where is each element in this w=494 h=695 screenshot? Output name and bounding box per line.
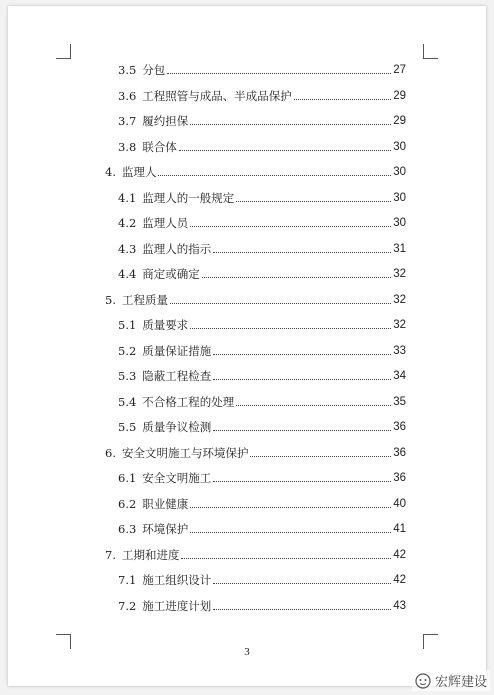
toc-leader-dots [190, 531, 391, 533]
watermark [412, 670, 490, 691]
document-page [8, 6, 486, 686]
toc-entry-page: 31 [393, 242, 406, 255]
toc-entry-page: 30 [393, 166, 406, 178]
toc-entry-title: 工期和进度 [121, 547, 180, 562]
wechat-icon [415, 673, 431, 689]
toc-entry-number: 4.2 [118, 216, 137, 230]
toc-leader-dots [170, 302, 391, 304]
toc-entry-page: 36 [393, 421, 406, 433]
toc-leader-dots [179, 149, 391, 151]
toc-entry-number: 4.3 [118, 241, 137, 256]
toc-entry-title: 隐蔽工程检查 [142, 369, 212, 383]
toc-entry-number: 7.2 [118, 598, 137, 613]
toc-entry[interactable] [118, 522, 406, 536]
toc-entry-page: 30 [393, 191, 406, 204]
toc-entry[interactable] [118, 89, 406, 103]
watermark-text: 宏辉建设 [434, 675, 487, 690]
toc-entry-title: 质量保证措施 [142, 343, 212, 358]
toc-entry[interactable] [118, 140, 406, 154]
toc-entry-number: 5. [105, 292, 116, 307]
toc-entry-number: 3.5 [118, 63, 137, 77]
toc-entry-title: 施工组织设计 [142, 573, 212, 587]
toc-entry-number: 5.3 [118, 369, 137, 383]
toc-entry-page: 40 [393, 497, 406, 510]
toc-entry-number: 6.1 [118, 471, 137, 485]
toc-entry-number: 5.1 [118, 318, 137, 332]
toc-entry-page: 32 [393, 293, 406, 306]
toc-leader-dots [213, 608, 391, 610]
toc-entry-page: 32 [393, 268, 406, 280]
toc-leader-dots [236, 200, 391, 202]
toc-entry[interactable] [105, 293, 406, 307]
toc-entry-page: 34 [393, 370, 406, 382]
toc-entry-number: 3.7 [118, 114, 137, 128]
toc-entry-title: 监理人员 [142, 216, 189, 230]
toc-entry-title: 环境保护 [142, 522, 189, 536]
toc-entry-page: 43 [393, 599, 406, 612]
toc-entry-page: 42 [393, 574, 406, 586]
toc-entry-number: 6. [105, 445, 116, 460]
toc-entry-number: 5.4 [118, 394, 137, 409]
toc-entry-title: 质量争议检测 [142, 420, 212, 434]
toc-entry-title: 质量要求 [142, 318, 189, 332]
toc-entry-page: 32 [393, 319, 406, 331]
toc-entry[interactable] [105, 446, 406, 460]
toc-entry-page: 35 [393, 395, 406, 408]
toc-entry-number: 3.8 [118, 139, 137, 154]
toc-leader-dots [190, 123, 391, 125]
toc-entry[interactable] [118, 114, 406, 128]
toc-entry-title: 工程质量 [121, 292, 168, 307]
toc-entry-number: 7. [105, 547, 116, 562]
toc-leader-dots [202, 276, 391, 278]
toc-entry-title: 商定或确定 [142, 267, 200, 281]
toc-leader-dots [213, 480, 391, 482]
toc-entry[interactable] [118, 242, 406, 256]
toc-entry-title: 分包 [142, 63, 166, 77]
toc-entry-page: 36 [393, 446, 406, 459]
crop-mark-top-left [56, 44, 71, 59]
toc-leader-dots [190, 506, 391, 508]
toc-entry[interactable] [118, 369, 406, 383]
toc-entry-number: 7.1 [118, 573, 137, 587]
toc-entry-title: 不合格工程的处理 [142, 394, 235, 409]
toc-entry-page: 29 [393, 115, 406, 127]
toc-entry-number: 3.6 [118, 88, 137, 103]
toc-leader-dots [213, 251, 391, 253]
toc-leader-dots [294, 98, 391, 100]
toc-entry-title: 工程照管与成品、半成品保护 [142, 88, 292, 103]
toc-entry-number: 5.2 [118, 343, 137, 358]
toc-entry[interactable] [118, 318, 406, 332]
toc-entry-number: 6.2 [118, 496, 137, 511]
toc-entry-title: 监理人的指示 [142, 241, 212, 256]
toc-entry-page: 36 [393, 472, 406, 484]
toc-entry[interactable] [118, 267, 406, 281]
toc-entry-number: 6.3 [118, 522, 137, 536]
toc-entry[interactable] [118, 63, 406, 77]
toc-entry-title: 履约担保 [142, 114, 189, 128]
toc-leader-dots [190, 225, 391, 227]
toc-entry-title: 监理人的一般规定 [142, 190, 235, 205]
toc-entry[interactable] [118, 420, 406, 434]
toc-entry-number: 4.4 [118, 267, 137, 281]
page-number: 3 [244, 646, 250, 658]
toc-entry-title: 监理人 [121, 165, 157, 179]
toc-entry-page: 29 [393, 89, 406, 102]
toc-entry-number: 4.1 [118, 190, 137, 205]
toc-entry[interactable] [105, 548, 406, 562]
toc-entry-page: 33 [393, 344, 406, 357]
toc-entry-number: 4. [105, 165, 116, 179]
toc-entry-number: 5.5 [118, 420, 137, 434]
toc-entry[interactable] [105, 165, 406, 179]
toc-entry[interactable] [118, 395, 406, 409]
toc-entry-page: 41 [393, 523, 406, 535]
toc-leader-dots [190, 327, 391, 329]
toc-entry[interactable] [118, 216, 406, 230]
toc-leader-dots [167, 72, 391, 74]
toc-entry-title: 联合体 [142, 139, 177, 154]
toc-leader-dots [213, 378, 391, 380]
toc-leader-dots [181, 557, 391, 559]
toc-entry-title: 安全文明施工 [142, 471, 212, 485]
toc-leader-dots [213, 582, 391, 584]
toc-leader-dots [250, 455, 391, 457]
toc-entry-page: 30 [393, 217, 406, 229]
toc-entry[interactable] [118, 191, 406, 205]
toc-entry[interactable] [118, 344, 406, 358]
toc-entry-page: 42 [393, 548, 406, 561]
toc-entry-page: 27 [393, 64, 406, 76]
toc-entry[interactable] [118, 599, 406, 613]
toc-entry-page: 30 [393, 140, 406, 153]
toc-entry[interactable] [118, 497, 406, 511]
crop-mark-top-right [423, 44, 438, 59]
toc-entry-title: 安全文明施工与环境保护 [121, 445, 249, 460]
toc-entry-title: 施工进度计划 [142, 598, 212, 613]
toc-leader-dots [213, 353, 391, 355]
toc-leader-dots [158, 174, 391, 176]
toc-entry[interactable] [118, 573, 406, 587]
toc-leader-dots [236, 404, 391, 406]
toc-leader-dots [213, 429, 391, 431]
toc-entry[interactable] [118, 471, 406, 485]
toc-entry-title: 职业健康 [142, 496, 189, 511]
